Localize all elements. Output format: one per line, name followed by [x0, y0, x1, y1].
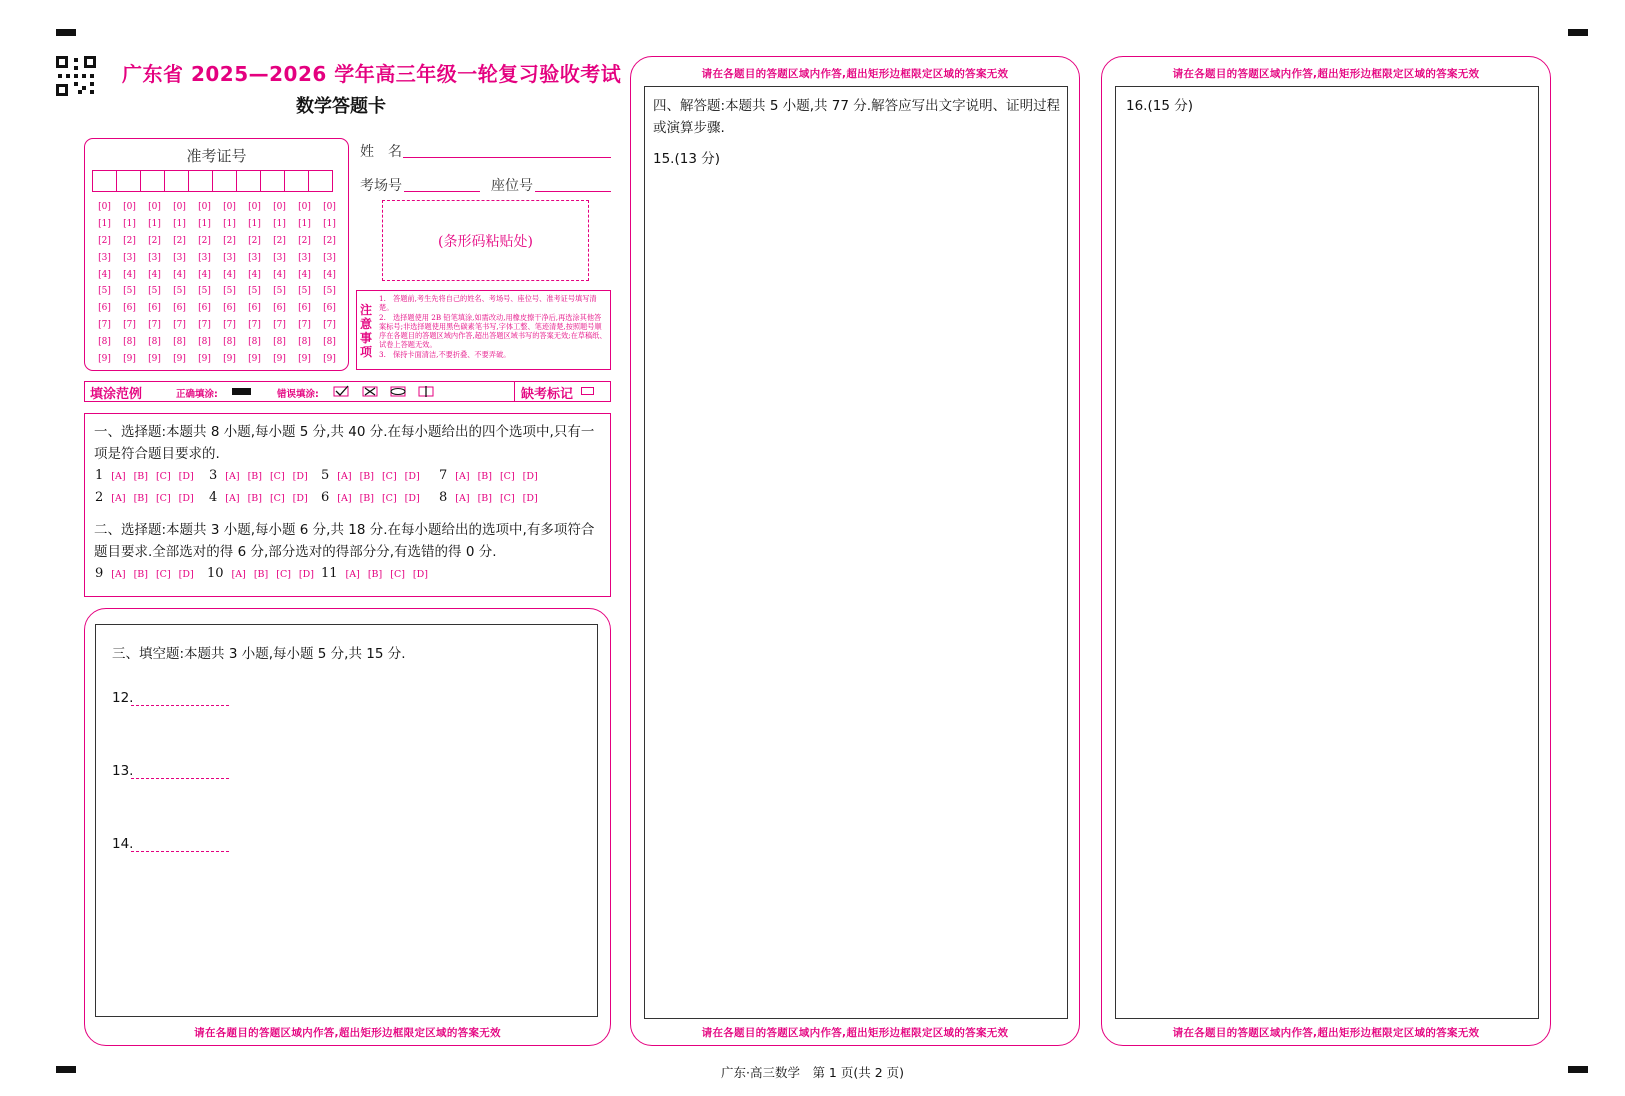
digit-row [92, 350, 342, 367]
digit-cell[interactable] [236, 170, 261, 192]
option-bubble[interactable]: [A] [111, 493, 126, 504]
fill-example-bar [84, 381, 611, 402]
digit-bubble[interactable]: [7] [323, 319, 336, 330]
option-bubble[interactable]: [A] [455, 493, 470, 504]
option-bubble[interactable]: [B] [133, 471, 148, 482]
section3-instructions: 三、填空题:本题共 3 小题,每小题 5 分,共 15 分. [112, 646, 406, 662]
option-bubble[interactable]: [D] [298, 569, 314, 580]
name-line[interactable] [403, 157, 611, 158]
digit-cell[interactable] [164, 170, 189, 192]
option-bubble[interactable]: [B] [247, 493, 262, 504]
digit-bubble[interactable]: [9] [173, 353, 186, 364]
digit-bubble[interactable]: [3] [123, 252, 136, 263]
choice-question [321, 468, 420, 483]
answer-area-15[interactable] [644, 86, 1068, 1019]
digit-row [92, 199, 342, 216]
option-bubble[interactable]: [A] [231, 569, 246, 580]
option-bubble[interactable]: [B] [477, 471, 492, 482]
name-label: 姓 名 [360, 144, 402, 160]
choice-question [207, 566, 314, 581]
choice-question [439, 490, 538, 505]
choice-question [209, 468, 308, 483]
question-number: 9 [95, 566, 104, 581]
option-bubble[interactable]: [C] [155, 471, 171, 482]
question-number: 4 [209, 490, 218, 505]
top-warning: 请在各题目的答题区域内作答,超出矩形边框限定区域的答案无效 [1172, 68, 1480, 80]
digit-bubble[interactable]: [9] [198, 353, 211, 364]
digit-cell[interactable] [260, 170, 285, 192]
digit-bubble[interactable]: [8] [298, 336, 311, 347]
option-bubble[interactable]: [D] [522, 471, 538, 482]
digit-bubble[interactable]: [1] [248, 219, 261, 230]
option-bubble[interactable]: [D] [178, 471, 194, 482]
option-bubble[interactable]: [D] [404, 471, 420, 482]
digit-bubble[interactable]: [0] [273, 202, 286, 213]
digit-bubble[interactable]: [4] [273, 269, 286, 280]
fill-in-panel [84, 608, 611, 1046]
option-bubble[interactable]: [B] [247, 471, 262, 482]
digit-bubble[interactable]: [4] [98, 269, 111, 280]
digit-bubble[interactable]: [0] [98, 202, 111, 213]
digit-bubble[interactable]: [1] [198, 219, 211, 230]
digit-bubble[interactable]: [4] [173, 269, 186, 280]
digit-bubble[interactable]: [2] [223, 235, 236, 246]
digit-bubble[interactable]: [1] [223, 219, 236, 230]
digit-bubble[interactable]: [0] [148, 202, 161, 213]
q14-label: 14. [112, 836, 134, 852]
admission-number-cells [92, 170, 332, 192]
question-number: 11 [321, 566, 338, 581]
digit-bubble[interactable]: [7] [173, 319, 186, 330]
option-bubble[interactable]: [B] [367, 569, 383, 580]
notice-item: 3. 保持卡面清洁,不要折叠、不要弄破。 [379, 349, 511, 359]
option-bubble[interactable]: [B] [477, 493, 492, 504]
digit-bubble[interactable]: [0] [173, 202, 186, 213]
page-footer: 广东·高三数学 第 1 页(共 2 页) [720, 1065, 905, 1080]
barcode-area: (条形码粘贴处) [382, 200, 589, 281]
digit-bubble[interactable]: [6] [323, 303, 336, 314]
digit-bubble[interactable]: [8] [223, 336, 236, 347]
digit-cell[interactable] [188, 170, 213, 192]
option-bubble[interactable]: [C] [381, 471, 397, 482]
digit-row [92, 249, 342, 266]
digit-bubble[interactable]: [9] [223, 353, 236, 364]
room-label: 考场号 [360, 178, 402, 194]
digit-bubble[interactable]: [1] [173, 219, 186, 230]
digit-bubble[interactable]: [9] [248, 353, 261, 364]
question-number: 7 [439, 468, 448, 483]
choice-question [321, 490, 420, 505]
digit-bubble[interactable]: [1] [298, 219, 311, 230]
digit-bubble[interactable]: [6] [148, 303, 161, 314]
choice-question [209, 490, 308, 505]
digit-bubble[interactable]: [6] [273, 303, 286, 314]
digit-bubble[interactable]: [5] [148, 286, 161, 297]
absent-mark-box[interactable] [581, 387, 594, 395]
digit-bubble[interactable]: [8] [323, 336, 336, 347]
digit-bubble-grid [92, 199, 342, 367]
digit-bubble[interactable]: [0] [298, 202, 311, 213]
digit-bubble[interactable]: [6] [223, 303, 236, 314]
digit-bubble[interactable]: [2] [173, 235, 186, 246]
q14-answer-line[interactable] [131, 851, 229, 852]
correct-fill-sample [232, 388, 251, 395]
digit-bubble[interactable]: [9] [323, 353, 336, 364]
digit-bubble[interactable]: [5] [123, 286, 136, 297]
digit-row [92, 233, 342, 250]
option-bubble[interactable]: [A] [225, 493, 240, 504]
digit-bubble[interactable]: [2] [148, 235, 161, 246]
digit-bubble[interactable]: [5] [323, 286, 336, 297]
question-number: 3 [209, 468, 218, 483]
option-bubble[interactable]: [A] [337, 493, 352, 504]
digit-bubble[interactable]: [3] [173, 252, 186, 263]
digit-bubble[interactable]: [7] [148, 319, 161, 330]
digit-bubble[interactable]: [4] [223, 269, 236, 280]
digit-bubble[interactable]: [8] [148, 336, 161, 347]
choice-section-box [84, 413, 611, 597]
digit-bubble[interactable]: [0] [223, 202, 236, 213]
option-bubble[interactable]: [B] [133, 569, 148, 580]
digit-bubble[interactable]: [6] [248, 303, 261, 314]
q12-answer-line[interactable] [131, 705, 229, 706]
digit-row [92, 216, 342, 233]
bottom-warning: 请在各题目的答题区域内作答,超出矩形边框限定区域的答案无效 [701, 1027, 1009, 1039]
digit-cell[interactable] [116, 170, 141, 192]
digit-bubble[interactable]: [8] [173, 336, 186, 347]
question-number: 8 [439, 490, 448, 505]
digit-bubble[interactable]: [2] [323, 235, 336, 246]
option-bubble[interactable]: [A] [345, 569, 360, 580]
digit-bubble[interactable]: [5] [223, 286, 236, 297]
q15-label: 15.(13 分) [653, 151, 720, 167]
digit-cell[interactable] [308, 170, 333, 192]
q13-label: 13. [112, 763, 134, 779]
seat-label: 座位号 [491, 178, 533, 194]
digit-row [92, 266, 342, 283]
bottom-warning: 请在各题目的答题区域内作答,超出矩形边框限定区域的答案无效 [194, 1027, 501, 1039]
option-bubble[interactable]: [A] [225, 471, 240, 482]
admission-number-box [84, 138, 349, 371]
digit-bubble[interactable]: [7] [248, 319, 261, 330]
choice-question [95, 468, 194, 483]
correct-fill-label: 正确填涂: [176, 389, 218, 400]
digit-bubble[interactable]: [1] [148, 219, 161, 230]
digit-bubble[interactable]: [2] [123, 235, 136, 246]
option-bubble[interactable]: [D] [292, 493, 308, 504]
q16-label: 16.(15 分) [1126, 98, 1193, 114]
digit-bubble[interactable]: [2] [298, 235, 311, 246]
option-bubble[interactable]: [D] [292, 471, 308, 482]
q12-label: 12. [112, 690, 134, 706]
digit-bubble[interactable]: [9] [298, 353, 311, 364]
digit-bubble[interactable]: [0] [323, 202, 336, 213]
option-bubble[interactable]: [D] [404, 493, 420, 504]
digit-bubble[interactable]: [4] [198, 269, 211, 280]
digit-bubble[interactable]: [3] [148, 252, 161, 263]
digit-bubble[interactable]: [6] [298, 303, 311, 314]
digit-bubble[interactable]: [7] [123, 319, 136, 330]
option-bubble[interactable]: [C] [269, 493, 285, 504]
option-bubble[interactable]: [A] [111, 569, 126, 580]
qr-code-icon [56, 56, 96, 96]
digit-bubble[interactable]: [9] [148, 353, 161, 364]
digit-bubble[interactable]: [2] [198, 235, 211, 246]
digit-bubble[interactable]: [6] [173, 303, 186, 314]
digit-bubble[interactable]: [3] [273, 252, 286, 263]
digit-bubble[interactable]: [6] [198, 303, 211, 314]
digit-bubble[interactable]: [5] [98, 286, 111, 297]
digit-bubble[interactable]: [4] [298, 269, 311, 280]
option-bubble[interactable]: [B] [359, 471, 374, 482]
digit-bubble[interactable]: [5] [248, 286, 261, 297]
digit-bubble[interactable]: [0] [198, 202, 211, 213]
option-bubble[interactable]: [B] [359, 493, 374, 504]
option-bubble[interactable]: [D] [178, 493, 194, 504]
alignment-mark [1568, 29, 1588, 36]
digit-row [92, 300, 342, 317]
notice-item: 1. 答题前,考生先将自己的姓名、考场号、座位号、准考证号填写清楚。 [379, 294, 597, 313]
digit-bubble[interactable]: [7] [98, 319, 111, 330]
option-bubble[interactable]: [C] [155, 493, 171, 504]
digit-bubble[interactable]: [8] [198, 336, 211, 347]
digit-bubble[interactable]: [6] [123, 303, 136, 314]
option-bubble[interactable]: [D] [522, 493, 538, 504]
digit-bubble[interactable]: [9] [98, 353, 111, 364]
choice-question [95, 490, 194, 505]
notice-item: 2. 选择题使用 2B 铅笔填涂,如需改动,用橡皮擦干净后,再选涂其他答案标号;非选择题使用黑色碳素笔书写,字体工整、笔迹清楚,按照题号顺序在各题目的答题区域内作答,超出答题区域书写的答案无效;在草稿纸、试卷上答题无效。 [379, 312, 607, 350]
choice-question [439, 468, 538, 483]
option-bubble[interactable]: [C] [390, 569, 405, 580]
option-bubble[interactable]: [C] [269, 471, 285, 482]
digit-bubble[interactable]: [3] [223, 252, 236, 263]
option-bubble[interactable]: [C] [381, 493, 397, 504]
room-line[interactable] [404, 191, 480, 192]
divider [514, 382, 515, 401]
digit-bubble[interactable]: [8] [273, 336, 286, 347]
digit-bubble[interactable]: [2] [98, 235, 111, 246]
option-bubble[interactable]: [A] [337, 471, 352, 482]
digit-row [92, 283, 342, 300]
digit-bubble[interactable]: [3] [248, 252, 261, 263]
digit-bubble[interactable]: [2] [273, 235, 286, 246]
notice-label: 注意事项 [360, 303, 373, 359]
solution-panel-16 [1101, 56, 1551, 1046]
question-number: 10 [207, 566, 224, 581]
answer-area-16[interactable] [1115, 86, 1539, 1019]
digit-bubble[interactable]: [4] [123, 269, 136, 280]
digit-bubble[interactable]: [8] [248, 336, 261, 347]
digit-bubble[interactable]: [5] [298, 286, 311, 297]
digit-row [92, 333, 342, 350]
wrong-fill-samples-icon [333, 385, 443, 399]
top-warning: 请在各题目的答题区域内作答,超出矩形边框限定区域的答案无效 [701, 68, 1009, 80]
choice-question [321, 566, 428, 581]
section4-instructions: 四、解答题:本题共 5 小题,共 77 分.解答应写出文字说明、证明过程或演算步骤. [653, 98, 1061, 136]
digit-bubble[interactable]: [9] [273, 353, 286, 364]
fill-example-label: 填涂范例 [90, 387, 143, 402]
option-bubble[interactable]: [C] [499, 493, 515, 504]
digit-bubble[interactable]: [3] [298, 252, 311, 263]
section2-instructions: 二、选择题:本题共 3 小题,每小题 6 分,共 18 分.在每小题给出的选项中,有多项符合题目要求.全部选对的得 6 分,部分选对的得部分分,有选错的得 0 分. [94, 522, 595, 560]
digit-bubble[interactable]: [4] [148, 269, 161, 280]
option-bubble[interactable]: [B] [133, 493, 148, 504]
question-number: 6 [321, 490, 330, 505]
option-bubble[interactable]: [C] [276, 569, 291, 580]
question-number: 2 [95, 490, 104, 505]
option-bubble[interactable]: [D] [178, 569, 194, 580]
notice-box [356, 290, 611, 370]
digit-bubble[interactable]: [7] [223, 319, 236, 330]
digit-bubble[interactable]: [1] [123, 219, 136, 230]
section1-instructions: 一、选择题:本题共 8 小题,每小题 5 分,共 40 分.在每小题给出的四个选项中,只有一项是符合题目要求的. [94, 424, 595, 462]
digit-bubble[interactable]: [7] [198, 319, 211, 330]
digit-bubble[interactable]: [5] [173, 286, 186, 297]
digit-bubble[interactable]: [3] [98, 252, 111, 263]
digit-bubble[interactable]: [4] [248, 269, 261, 280]
digit-bubble[interactable]: [6] [98, 303, 111, 314]
digit-bubble[interactable]: [2] [248, 235, 261, 246]
absent-mark-label: 缺考标记 [521, 387, 574, 402]
option-bubble[interactable]: [D] [412, 569, 428, 580]
option-bubble[interactable]: [B] [253, 569, 269, 580]
admission-number-title: 准考证号 [186, 147, 247, 165]
digit-bubble[interactable]: [5] [273, 286, 286, 297]
notice-text [379, 294, 607, 359]
digit-bubble[interactable]: [8] [123, 336, 136, 347]
card-subtitle: 数学答题卡 [296, 96, 386, 117]
digit-cell[interactable] [284, 170, 309, 192]
digit-bubble[interactable]: [7] [298, 319, 311, 330]
digit-bubble[interactable]: [0] [248, 202, 261, 213]
option-bubble[interactable]: [C] [155, 569, 171, 580]
digit-bubble[interactable]: [1] [98, 219, 111, 230]
digit-bubble[interactable]: [1] [323, 219, 336, 230]
wrong-fill-label: 错误填涂: [277, 389, 319, 400]
digit-cell[interactable] [212, 170, 237, 192]
digit-bubble[interactable]: [1] [273, 219, 286, 230]
option-bubble[interactable]: [C] [499, 471, 515, 482]
question-number: 5 [321, 468, 330, 483]
digit-bubble[interactable]: [0] [123, 202, 136, 213]
digit-bubble[interactable]: [5] [198, 286, 211, 297]
solution-panel-15 [630, 56, 1080, 1046]
fill-in-answer-area[interactable] [95, 624, 598, 1017]
question-number: 1 [95, 468, 104, 483]
digit-bubble[interactable]: [3] [323, 252, 336, 263]
digit-bubble[interactable]: [4] [323, 269, 336, 280]
digit-bubble[interactable]: [7] [273, 319, 286, 330]
digit-cell[interactable] [92, 170, 117, 192]
bottom-warning: 请在各题目的答题区域内作答,超出矩形边框限定区域的答案无效 [1172, 1027, 1480, 1039]
choice-question [95, 566, 194, 581]
digit-bubble[interactable]: [8] [98, 336, 111, 347]
digit-bubble[interactable]: [9] [123, 353, 136, 364]
option-bubble[interactable]: [A] [111, 471, 126, 482]
exam-title: 广东省 2025—2026 学年高三年级一轮复习验收考试 [122, 62, 622, 86]
option-bubble[interactable]: [A] [455, 471, 470, 482]
alignment-mark [56, 29, 76, 36]
q13-answer-line[interactable] [131, 778, 229, 779]
seat-line[interactable] [535, 191, 611, 192]
digit-row [92, 317, 342, 334]
digit-cell[interactable] [140, 170, 165, 192]
digit-bubble[interactable]: [3] [198, 252, 211, 263]
